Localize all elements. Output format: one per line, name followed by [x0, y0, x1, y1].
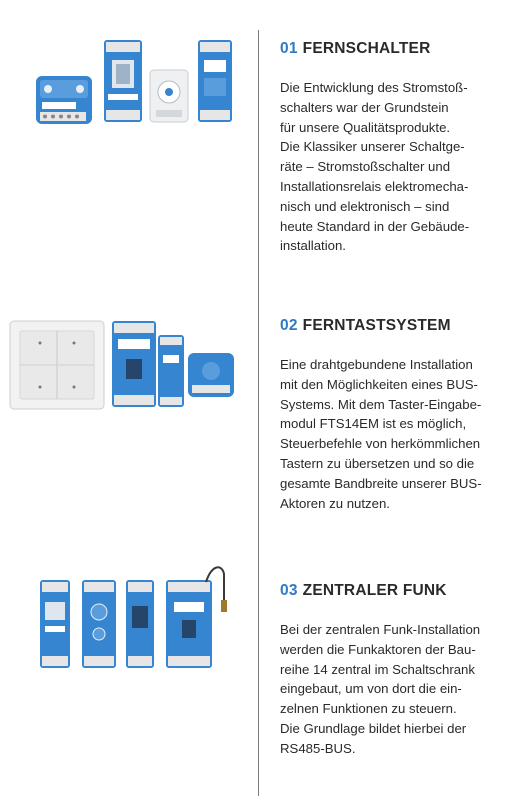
- text-line: Systems. Mit dem Taster-Eingabe-: [280, 396, 482, 412]
- section-number: 02: [280, 317, 298, 334]
- text-line: RS485-BUS.: [280, 740, 356, 756]
- section-number: 01: [280, 40, 298, 57]
- section-title: ZENTRALER FUNK: [302, 582, 447, 599]
- text-line: Die Grundlage bildet hierbei der: [280, 720, 467, 736]
- section-text: [280, 355, 502, 513]
- section-title: FERNSCHALTER: [302, 40, 431, 57]
- text-line: schalters war der Grundstein: [280, 99, 449, 115]
- section-number: 03: [280, 582, 298, 599]
- text-line: Eine drahtgebundene Installation: [280, 357, 473, 372]
- text-line: Bei der zentralen Funk-Installation: [280, 622, 481, 637]
- text-line: installation.: [280, 238, 346, 254]
- section-heading: [280, 582, 502, 600]
- section-title: FERNTASTSYSTEM: [302, 317, 451, 334]
- section-heading: [280, 317, 502, 335]
- text-line: eingebaut, um von dort die ein-: [280, 681, 462, 697]
- text-line: zelnen Funktionen zu steuern.: [280, 701, 457, 717]
- din-rail-radio-actuators-image: [36, 562, 236, 672]
- text-line: Steuerbefehle von herkömmlichen: [280, 436, 481, 452]
- text-line: werden die Funkaktoren der Bau-: [280, 641, 476, 657]
- text-line: reihe 14 zentral im Schaltschrank: [280, 661, 475, 677]
- section-text: [280, 620, 502, 759]
- section-zentraler-funk: [280, 582, 502, 759]
- wall-switch-and-bus-modules-image: [8, 315, 238, 415]
- section-text: [280, 78, 502, 256]
- vertical-divider: [258, 30, 259, 796]
- text-line: gesamte Bandbreite unserer BUS-: [280, 475, 482, 491]
- text-line: Installationsrelais elektromecha-: [280, 178, 469, 194]
- text-line: Die Entwicklung des Stromstoß-: [280, 80, 468, 95]
- section-ferntastsystem: [280, 317, 502, 513]
- text-line: nisch und elektronisch – sind: [280, 198, 450, 214]
- impulse-switch-devices-image: [30, 30, 240, 130]
- text-line: Tastern zu übersetzen und so die: [280, 455, 475, 471]
- section-fernschalter: [280, 40, 502, 256]
- section-heading: [280, 40, 502, 58]
- text-line: Aktoren zu nutzen.: [280, 495, 390, 511]
- text-line: Die Klassiker unserer Schaltge-: [280, 139, 465, 155]
- text-line: räte – Stromstoßschalter und: [280, 159, 451, 175]
- text-line: für unsere Qualitätsprodukte.: [280, 119, 451, 135]
- text-line: heute Standard in der Gebäude-: [280, 218, 470, 234]
- text-line: modul FTS14EM ist es möglich,: [280, 416, 467, 432]
- text-line: mit den Möglichkeiten eines BUS-: [280, 376, 478, 392]
